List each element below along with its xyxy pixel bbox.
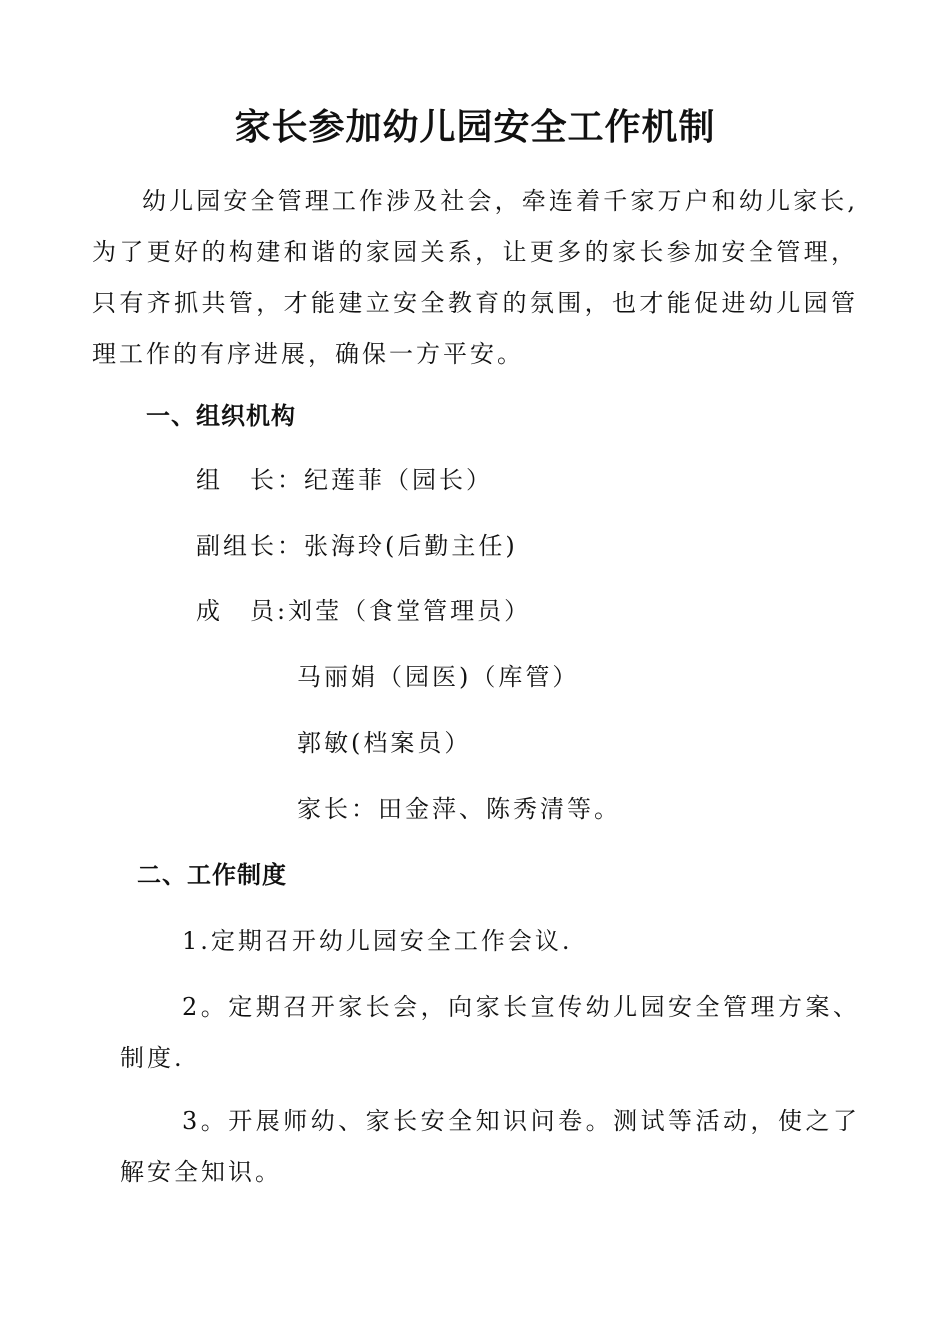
intro-paragraph: 幼儿园安全管理工作涉及社会，牵连着千家万户和幼儿家长,为了更好的构建和谐的家园关系，让更多的家长参加安全管理，只有齐抓共管，才能建立安全教育的氛围，也才能促进幼儿园管理工作的有序进展，确保一方平安。: [92, 187, 858, 368]
org-member-2: 马丽娟（园医)（库管）: [297, 663, 580, 691]
org-deputy-leader: 副组长：张海玲(后勤主任): [196, 532, 518, 560]
document-title: 家长参加幼儿园安全工作机制: [234, 107, 716, 148]
work-rule-item: 1.定期召开幼儿园安全工作会议.: [182, 927, 573, 955]
section-heading-organization: 一、组织机构: [146, 402, 296, 430]
org-member-3: 郭敏(档案员）: [297, 729, 472, 757]
section-heading-work-rules: 二、工作制度: [137, 861, 287, 889]
org-member-1: 成 员:刘莹（食堂管理员）: [196, 597, 532, 625]
work-rule-item: 3。开展师幼、家长安全知识问卷。测试等活动，使之了解安全知识。: [120, 1107, 860, 1186]
org-leader: 组 长：纪莲菲（园长）: [196, 466, 493, 494]
org-member-4: 家长：田金萍、陈秀清等。: [297, 795, 621, 823]
work-rule-item: 2。定期召开家长会，向家长宣传幼儿园安全管理方案、制度.: [120, 993, 860, 1072]
